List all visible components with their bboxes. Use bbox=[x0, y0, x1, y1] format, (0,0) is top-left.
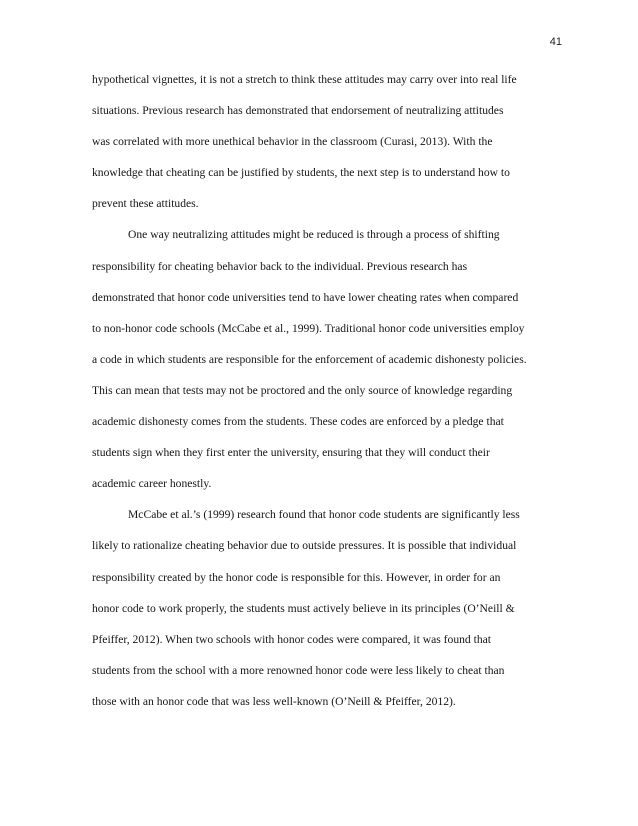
text-line: was correlated with more unethical behavior in the classroom (Curasi, 2013). With the bbox=[92, 135, 493, 149]
text-line: One way neutralizing attitudes might be reduced is through a process of shifting bbox=[128, 228, 500, 242]
text-line: academic dishonesty comes from the students. These codes are enforced by a pledge that bbox=[92, 415, 504, 429]
text-line: those with an honor code that was less well-known (O’Neill & Pfeiffer, 2012). bbox=[92, 694, 456, 708]
text-line: hypothetical vignettes, it is not a stretch to think these attitudes may carry over into real life bbox=[92, 73, 517, 86]
text-line: honor code to work properly, the students must actively believe in its principles (O’Neill & bbox=[92, 601, 515, 615]
text-line: McCabe et al.’s (1999) research found that honor code students are significantly less bbox=[128, 508, 520, 522]
paragraph-1 bbox=[92, 64, 568, 219]
text-line: academic career honestly. bbox=[92, 477, 212, 491]
text-line: to non-honor code schools (McCabe et al., 1999). Traditional honor code universities employ bbox=[92, 321, 525, 335]
body-text bbox=[92, 64, 568, 717]
text-line: knowledge that cheating can be justified by students, the next step is to understand how to bbox=[92, 166, 510, 180]
paragraph-2 bbox=[92, 219, 568, 499]
text-line: students from the school with a more renowned honor code were less likely to cheat than bbox=[92, 663, 505, 677]
text-line: likely to rationalize cheating behavior due to outside pressures. It is possible that individual bbox=[92, 539, 517, 553]
text-line: a code in which students are responsible for the enforcement of academic dishonesty policies. bbox=[92, 352, 527, 366]
text-line: Pfeiffer, 2012). When two schools with honor codes were compared, it was found that bbox=[92, 632, 491, 646]
text-line: responsibility for cheating behavior back to the individual. Previous research has bbox=[92, 259, 468, 273]
paragraph-3 bbox=[92, 499, 568, 717]
text-line: situations. Previous research has demonstrated that endorsement of neutralizing attitudes bbox=[92, 104, 504, 118]
page-number: 41 bbox=[549, 36, 562, 48]
text-line: prevent these attitudes. bbox=[92, 197, 199, 211]
text-line: students sign when they first enter the university, ensuring that they will conduct their bbox=[92, 446, 490, 460]
text-line: This can mean that tests may not be proctored and the only source of knowledge regarding bbox=[92, 383, 513, 397]
text-line: responsibility created by the honor code is responsible for this. However, in order for an bbox=[92, 570, 501, 584]
text-line: demonstrated that honor code universities tend to have lower cheating rates when compared bbox=[92, 290, 519, 304]
